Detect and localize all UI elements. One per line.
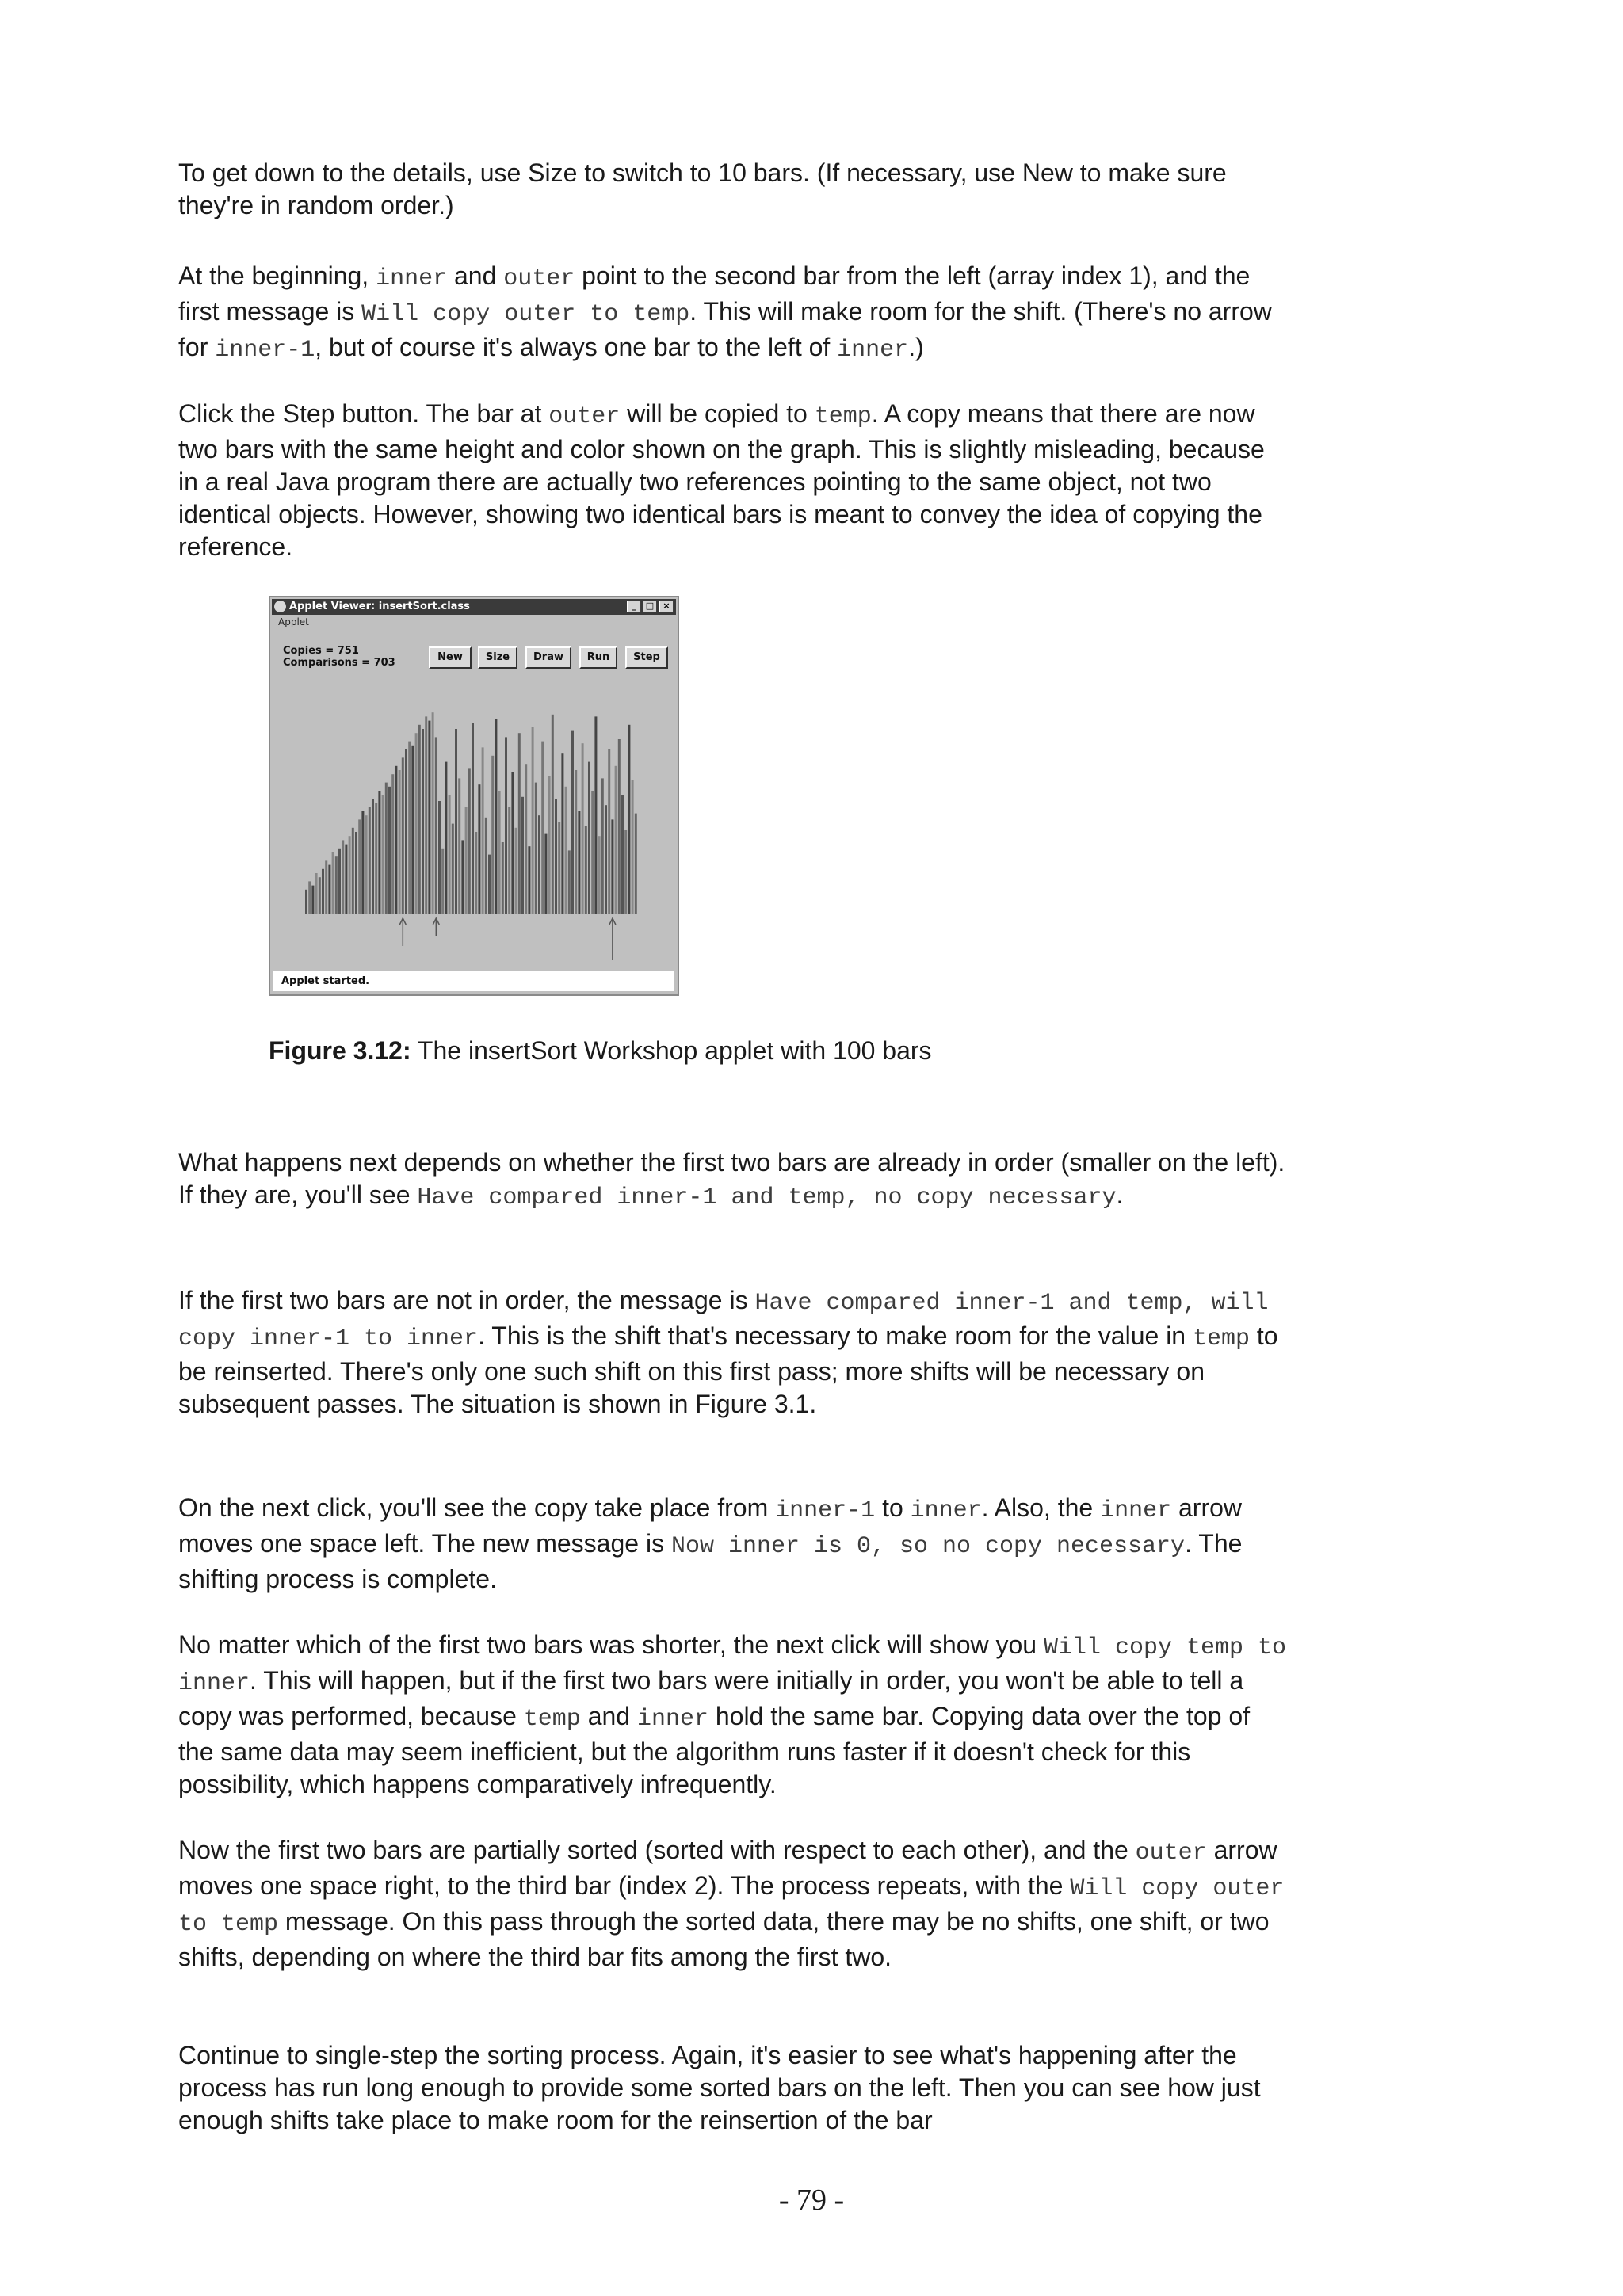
text-run: and: [580, 1702, 637, 1730]
bar: [491, 756, 494, 914]
draw-button: Draw: [525, 646, 571, 669]
bar: [361, 811, 364, 914]
code-term: inner: [636, 1706, 708, 1733]
bar: [591, 791, 594, 914]
bar: [408, 742, 411, 914]
code-term: temp: [523, 1706, 581, 1733]
bar: [441, 849, 444, 914]
paragraph-beginning-state: [178, 260, 1288, 367]
bar: [358, 819, 361, 914]
bar: [405, 749, 407, 914]
bar: [305, 890, 307, 914]
code-term: Will copy outer to temp: [178, 1875, 1285, 1938]
bar: [422, 729, 424, 914]
bar: [565, 787, 567, 914]
bar: [352, 828, 354, 914]
bar: [571, 731, 574, 914]
bar: [411, 746, 414, 914]
figure-caption: [269, 1035, 932, 1066]
text-run: and: [447, 261, 504, 290]
close-icon: ×: [659, 601, 674, 612]
code-term: inner-1: [215, 337, 315, 364]
code-term: Now inner is 0, so no copy necessary: [670, 1533, 1186, 1560]
bar: [544, 834, 547, 914]
code-term: inner: [1100, 1497, 1172, 1524]
bar-graph: [270, 677, 678, 962]
bar: [478, 784, 480, 914]
bar: [538, 815, 540, 914]
bar: [435, 737, 437, 914]
code-term: outer: [1135, 1840, 1207, 1867]
bar: [518, 733, 521, 914]
text-run: .): [908, 333, 924, 361]
paragraph-continue-stepping: [178, 2039, 1288, 2137]
paragraph-next-click: [178, 1492, 1288, 1596]
applet-menu: Applet: [278, 616, 309, 627]
text-run: At the beginning,: [178, 261, 376, 290]
bar: [575, 770, 577, 914]
text-run: to: [875, 1493, 911, 1522]
figure-label: Figure 3.12:: [269, 1036, 411, 1065]
code-term: temp: [814, 403, 872, 430]
code-term: inner: [837, 337, 909, 364]
bar: [445, 762, 447, 914]
paragraph-size-instructions: [178, 157, 1288, 222]
code-term: temp: [1192, 1325, 1250, 1352]
bar: [338, 849, 341, 914]
text-run: . A copy means that there are now two bars with the same height and color shown on the graph. This is slightly misleading, because in a real Java program there are actually two references pointing to the same object, not two identical objects. However, showing two identical bars is meant to convey the idea of copying the reference.: [178, 399, 1265, 561]
bar: [624, 830, 627, 914]
java-app-icon: [274, 601, 286, 612]
figure-caption-text: The insertSort Workshop applet with 100 bars: [411, 1036, 932, 1065]
bar: [515, 828, 517, 914]
code-term: Will copy temp to inner: [178, 1634, 1287, 1697]
bar: [449, 795, 451, 914]
text-run: If the first two bars are not in order, the message is: [178, 1286, 755, 1314]
paragraph-not-in-order: [178, 1284, 1288, 1421]
bar: [621, 795, 624, 914]
bar: [308, 881, 311, 914]
bar: [458, 778, 460, 914]
text-run: .: [1116, 1180, 1124, 1209]
bar: [415, 733, 418, 914]
text-run: Continue to single-step the sorting process. Again, it's easier to see what's happening after the process has run long enough to provide some sorted bars on the left. Then you can see how just enough shifts take place to make room for the reinsertion of the bar: [178, 2041, 1261, 2134]
bar: [369, 807, 371, 914]
bar: [568, 850, 571, 914]
bar: [391, 774, 394, 914]
text-run: . This will make room for the shift. (There's no arrow for: [178, 297, 1272, 361]
bar: [608, 749, 610, 914]
applet-counters: [283, 645, 395, 669]
step-button: Step: [625, 646, 668, 669]
applet-titlebar: [272, 599, 676, 615]
bar: [385, 783, 388, 914]
code-term: Will copy outer to temp: [361, 301, 690, 328]
bar: [319, 877, 321, 914]
bar: [455, 729, 457, 914]
bar: [505, 737, 507, 914]
text-run: . Also, the: [981, 1493, 1101, 1522]
bar: [558, 822, 560, 914]
bar: [498, 791, 501, 914]
bar: [525, 764, 527, 914]
paragraph-what-happens-next: [178, 1146, 1288, 1215]
bar: [618, 739, 621, 914]
paragraph-no-matter: [178, 1629, 1288, 1801]
bar: [552, 715, 554, 914]
bar: [482, 747, 484, 914]
bar: [528, 846, 530, 914]
bar: [402, 757, 404, 914]
bar: [328, 865, 330, 914]
bar: [541, 742, 544, 914]
bar: [342, 840, 344, 914]
bar: [632, 780, 634, 914]
bar: [349, 836, 351, 914]
bar: [468, 768, 471, 914]
bar: [495, 719, 497, 914]
text-run: will be copied to: [620, 399, 815, 428]
bar: [582, 743, 584, 914]
code-term: Have compared inner-1 and temp, will copy inner-1 to inner: [178, 1290, 1269, 1352]
code-term: inner: [910, 1497, 982, 1524]
bar: [332, 852, 334, 914]
applet-viewer-screenshot: [269, 596, 679, 996]
bar: [535, 783, 537, 914]
applet-status-bar: Applet started.: [273, 971, 674, 991]
bar: [425, 716, 427, 914]
bar: [461, 840, 464, 914]
bar: [488, 855, 491, 914]
bar: [508, 807, 510, 914]
bar: [325, 860, 327, 914]
page-number: - 79 -: [778, 2183, 845, 2217]
code-term: Have compared inner-1 and temp, no copy necessary: [417, 1184, 1117, 1211]
bar: [438, 801, 441, 914]
bar: [418, 725, 421, 914]
text-run: to be reinserted. There's only one such shift on this first pass; more shifts will be necessary on subsequent passes. The situation is shown in Figure 3.1.: [178, 1322, 1278, 1418]
text-run: arrow moves one space left. The new message is: [178, 1493, 1242, 1558]
code-term: outer: [503, 265, 575, 292]
text-run: . The shifting process is complete.: [178, 1529, 1243, 1593]
text-run: Click the Step button. The bar at: [178, 399, 549, 428]
bar: [399, 770, 401, 914]
paragraph-partially-sorted: [178, 1834, 1288, 1974]
bar: [475, 832, 477, 914]
new-button: New: [429, 646, 472, 669]
bar: [511, 772, 514, 914]
bar: [388, 787, 391, 914]
size-button: Size: [478, 646, 517, 669]
bar: [532, 727, 534, 914]
bar: [472, 723, 474, 914]
bar: [432, 712, 434, 914]
bar: [322, 869, 324, 914]
text-run: No matter which of the first two bars was shorter, the next click will show you: [178, 1630, 1044, 1659]
bar: [428, 721, 430, 914]
text-run: point to the second bar from the left (array index 1), and the first message is: [178, 261, 1251, 326]
bar: [594, 716, 597, 914]
bar: [628, 725, 630, 914]
paragraph-step-button: [178, 398, 1288, 563]
bar: [521, 797, 524, 914]
bar: [365, 815, 368, 914]
bar: [372, 799, 374, 914]
bar: [382, 795, 384, 914]
bar: [611, 819, 613, 914]
text-run: message. On this pass through the sorted data, there may be no shifts, one shift, or two shifts, depending on where the third bar fits among the first two.: [178, 1907, 1270, 1971]
bar: [561, 753, 563, 914]
text-run: What happens next depends on whether the first two bars are already in order (smaller on the left). If they are, you'll see: [178, 1148, 1285, 1209]
bar: [615, 766, 617, 914]
run-button: Run: [579, 646, 617, 669]
bar: [578, 811, 580, 914]
text-run: To get down to the details, use Size to switch to 10 bars. (If necessary, use New to make sure they're in random order.): [178, 158, 1227, 219]
bar: [315, 873, 318, 914]
bar: [355, 832, 357, 914]
text-run: arrow moves one space right, to the third bar (index 2). The process repeats, with the: [178, 1836, 1277, 1900]
bar: [585, 826, 587, 914]
bar: [452, 824, 454, 914]
bar: [485, 818, 487, 914]
code-term: inner: [376, 265, 448, 292]
bar: [635, 814, 637, 914]
code-term: outer: [548, 403, 621, 430]
text-run: , but of course it's always one bar to the left of: [315, 333, 838, 361]
bar: [335, 856, 338, 914]
bar: [555, 799, 557, 914]
applet-window-title: Applet Viewer: insertSort.class: [289, 601, 470, 612]
bar: [598, 836, 601, 914]
copies-count: Copies = 751: [283, 645, 359, 657]
bar: [395, 766, 397, 914]
comparisons-count: Comparisons = 703: [283, 657, 395, 669]
code-term: inner-1: [775, 1497, 876, 1524]
bar: [502, 842, 504, 914]
text-run: . This is the shift that's necessary to make room for the value in: [478, 1322, 1193, 1350]
bar: [601, 778, 604, 914]
bar: [311, 886, 314, 914]
bar: [465, 807, 468, 914]
bar: [588, 762, 590, 914]
text-run: On the next click, you'll see the copy take place from: [178, 1493, 776, 1522]
text-run: . This will happen, but if the first two bars were initially in order, you won't be able to tell a copy was performed, because: [178, 1666, 1244, 1730]
bar: [375, 803, 377, 914]
bar: [378, 791, 380, 914]
text-run: hold the same bar. Copying data over the top of the same data may seem inefficient, but the algorithm runs faster if it doesn't check for this possibility, which happens comparatively infrequently.: [178, 1702, 1251, 1798]
bar: [345, 845, 347, 914]
minimize-icon: _: [627, 601, 641, 612]
bar: [605, 805, 607, 914]
text-run: Now the first two bars are partially sorted (sorted with respect to each other), and the: [178, 1836, 1136, 1864]
maximize-icon: □: [643, 601, 657, 612]
bar: [548, 776, 551, 914]
